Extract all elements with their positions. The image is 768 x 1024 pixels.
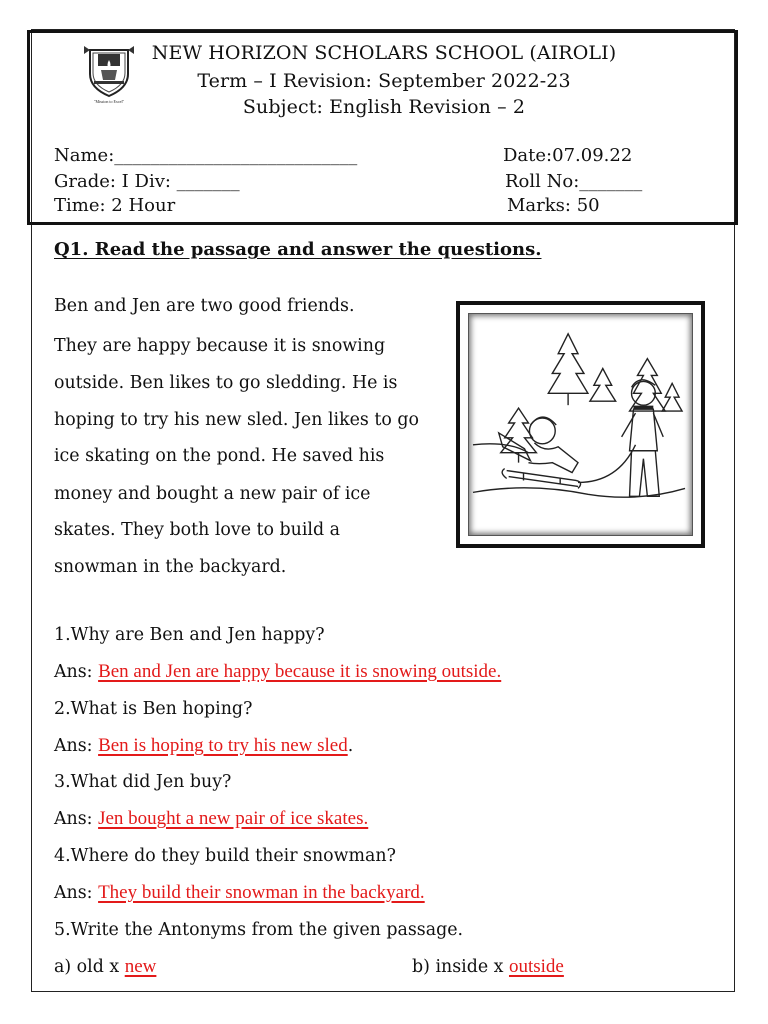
answer-suffix: .	[347, 736, 354, 756]
answer-3-text: Jen bought a new pair of ice skates.	[98, 808, 369, 829]
grade-field[interactable]: Grade: I Div: _______	[54, 171, 240, 192]
question-1: 1.Why are Ben and Jen happy?	[54, 625, 325, 645]
time-field: Time: 2 Hour	[54, 195, 176, 216]
answer-label: Ans:	[54, 809, 99, 829]
answer-1-text: Ben and Jen are happy because it is snowing outside.	[98, 661, 502, 682]
passage-line: Ben and Jen are two good friends.	[54, 296, 355, 316]
answer-2	[54, 735, 353, 757]
passage-picture-frame	[456, 301, 705, 548]
antonym-a-label: a) old x	[54, 957, 125, 977]
subject-title: Subject: English Revision – 2	[242, 96, 526, 118]
passage-line: They are happy because it is snowing	[54, 336, 386, 356]
passage-line: money and bought a new pair of ice	[54, 484, 371, 504]
term-title: Term – I Revision: September 2022-23	[197, 70, 571, 92]
question-5: 5.Write the Antonyms from the given passage.	[54, 920, 464, 940]
antonym-a-answer: new	[124, 956, 157, 977]
svg-text:"Mission to Excel": "Mission to Excel"	[93, 99, 125, 104]
answer-label: Ans:	[54, 736, 99, 756]
question-4: 4.Where do they build their snowman?	[54, 846, 396, 866]
passage-line: ice skating on the pond. He saved his	[54, 446, 385, 466]
passage-line: outside. Ben likes to go sledding. He is	[54, 373, 398, 393]
answer-label: Ans:	[54, 883, 99, 903]
antonym-b-label: b) inside x	[412, 957, 509, 977]
school-name: NEW HORIZON SCHOLARS SCHOOL (AIROLI)	[151, 42, 617, 64]
passage-line: snowman in the backyard.	[54, 557, 287, 577]
date-field: Date:07.09.22	[503, 145, 633, 166]
answer-3	[54, 808, 368, 830]
question-3: 3.What did Jen buy?	[54, 772, 232, 792]
antonym-b-answer: outside	[508, 956, 564, 977]
answer-4-text: They build their snowman in the backyard.	[98, 882, 425, 903]
name-field[interactable]: Name:___________________________	[54, 145, 358, 166]
marks-field: Marks: 50	[507, 195, 600, 216]
question-2: 2.What is Ben hoping?	[54, 699, 253, 719]
passage-line: hoping to try his new sled. Jen likes to go	[54, 410, 419, 430]
antonym-a	[54, 956, 156, 978]
roll-no-field[interactable]: Roll No:_______	[505, 171, 643, 192]
passage-line: skates. They both love to build a	[54, 520, 341, 540]
question-heading: Q1. Read the passage and answer the questions.	[54, 239, 542, 260]
answer-2-text: Ben is hoping to try his new sled	[98, 735, 348, 756]
answer-1	[54, 661, 501, 683]
antonym-b	[412, 956, 564, 978]
answer-label: Ans:	[54, 662, 99, 682]
winter-sledding-illustration-icon	[469, 314, 690, 533]
answer-4	[54, 882, 425, 904]
